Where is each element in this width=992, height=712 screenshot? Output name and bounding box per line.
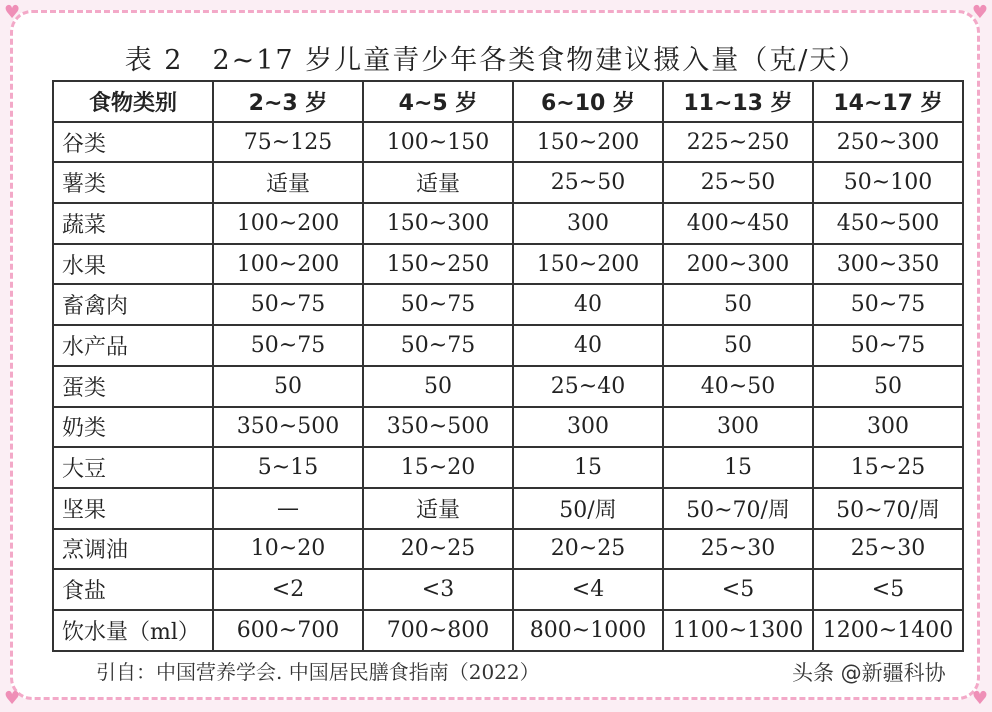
intake-cell: 50~70/周: [813, 488, 963, 529]
food-category-cell: 水产品: [53, 325, 213, 366]
intake-cell: 25~30: [663, 529, 813, 570]
intake-cell: 1100~1300: [663, 610, 813, 651]
food-category-cell: 水果: [53, 244, 213, 285]
source-citation: 引自：中国营养学会. 中国居民膳食指南（2022）: [96, 660, 540, 684]
intake-cell: —: [213, 488, 363, 529]
intake-cell: 25~30: [813, 529, 963, 570]
intake-cell: 20~25: [363, 529, 513, 570]
intake-cell: <3: [363, 569, 513, 610]
intake-cell: 450~500: [813, 203, 963, 244]
table-row: [53, 162, 963, 203]
table-row: [53, 447, 963, 488]
table-row: [53, 529, 963, 570]
intake-cell: 700~800: [363, 610, 513, 651]
heart-icon: ♥: [4, 2, 21, 23]
table-row: [53, 488, 963, 529]
food-intake-table: [52, 80, 964, 652]
intake-cell: 50~70/周: [663, 488, 813, 529]
column-header: 14~17 岁: [813, 81, 963, 122]
intake-cell: 400~450: [663, 203, 813, 244]
table-row: [53, 366, 963, 407]
intake-cell: 300: [513, 407, 663, 448]
food-category-cell: 烹调油: [53, 529, 213, 570]
food-category-cell: 坚果: [53, 488, 213, 529]
food-category-cell: 蔬菜: [53, 203, 213, 244]
intake-cell: <2: [213, 569, 363, 610]
intake-cell: <5: [813, 569, 963, 610]
table-row: [53, 610, 963, 651]
food-category-cell: 大豆: [53, 447, 213, 488]
intake-cell: 600~700: [213, 610, 363, 651]
watermark: 头条 @新疆科协: [792, 661, 946, 685]
intake-cell: 50~75: [363, 284, 513, 325]
intake-cell: 250~300: [813, 122, 963, 163]
intake-cell: 75~125: [213, 122, 363, 163]
intake-cell: 15~20: [363, 447, 513, 488]
column-header: 11~13 岁: [663, 81, 813, 122]
column-header: 4~5 岁: [363, 81, 513, 122]
intake-cell: 25~50: [663, 162, 813, 203]
intake-cell: 20~25: [513, 529, 663, 570]
intake-cell: 350~500: [213, 407, 363, 448]
table-row: [53, 122, 963, 163]
food-category-cell: 谷类: [53, 122, 213, 163]
intake-cell: <5: [663, 569, 813, 610]
intake-cell: 150~300: [363, 203, 513, 244]
intake-cell: 适量: [213, 162, 363, 203]
intake-cell: 50: [363, 366, 513, 407]
intake-cell: 适量: [363, 162, 513, 203]
intake-cell: 适量: [363, 488, 513, 529]
intake-cell: 300: [663, 407, 813, 448]
intake-cell: 300~350: [813, 244, 963, 285]
intake-cell: 50: [213, 366, 363, 407]
food-category-cell: 蛋类: [53, 366, 213, 407]
intake-cell: 150~200: [513, 244, 663, 285]
intake-cell: 225~250: [663, 122, 813, 163]
intake-cell: <4: [513, 569, 663, 610]
intake-cell: 50~75: [363, 325, 513, 366]
intake-cell: 50/周: [513, 488, 663, 529]
intake-cell: 40~50: [663, 366, 813, 407]
intake-cell: 100~150: [363, 122, 513, 163]
intake-cell: 50~75: [813, 325, 963, 366]
intake-cell: 50~100: [813, 162, 963, 203]
intake-cell: 40: [513, 325, 663, 366]
intake-cell: 15: [663, 447, 813, 488]
intake-cell: 50: [813, 366, 963, 407]
intake-cell: 50: [663, 284, 813, 325]
food-category-cell: 饮水量（ml）: [53, 610, 213, 651]
table-row: [53, 325, 963, 366]
intake-cell: 300: [513, 203, 663, 244]
table-row: [53, 203, 963, 244]
intake-cell: 40: [513, 284, 663, 325]
column-header: 2~3 岁: [213, 81, 363, 122]
food-category-cell: 畜禽肉: [53, 284, 213, 325]
table-row: [53, 244, 963, 285]
intake-cell: 15~25: [813, 447, 963, 488]
intake-cell: 300: [813, 407, 963, 448]
intake-cell: 5~15: [213, 447, 363, 488]
intake-cell: 50~75: [813, 284, 963, 325]
intake-cell: 150~200: [513, 122, 663, 163]
heart-icon: ♥: [971, 688, 988, 709]
intake-cell: 350~500: [363, 407, 513, 448]
table-row: [53, 284, 963, 325]
food-category-cell: 奶类: [53, 407, 213, 448]
food-category-cell: 食盐: [53, 569, 213, 610]
table-title: 表 2 2~17 岁儿童青少年各类食物建议摄入量（克/天）: [124, 45, 868, 76]
table-header-row: [53, 81, 963, 122]
table-row: [53, 407, 963, 448]
table-row: [53, 569, 963, 610]
food-category-cell: 薯类: [53, 162, 213, 203]
intake-cell: 200~300: [663, 244, 813, 285]
intake-cell: 50: [663, 325, 813, 366]
intake-cell: 100~200: [213, 203, 363, 244]
intake-cell: 150~250: [363, 244, 513, 285]
heart-icon: ♥: [971, 2, 988, 23]
heart-icon: ♥: [4, 688, 21, 709]
intake-cell: 800~1000: [513, 610, 663, 651]
intake-cell: 1200~1400: [813, 610, 963, 651]
intake-cell: 25~50: [513, 162, 663, 203]
intake-cell: 15: [513, 447, 663, 488]
intake-cell: 50~75: [213, 284, 363, 325]
intake-cell: 100~200: [213, 244, 363, 285]
intake-cell: 10~20: [213, 529, 363, 570]
column-header: 6~10 岁: [513, 81, 663, 122]
intake-cell: 50~75: [213, 325, 363, 366]
column-header: 食物类别: [53, 81, 213, 122]
intake-cell: 25~40: [513, 366, 663, 407]
